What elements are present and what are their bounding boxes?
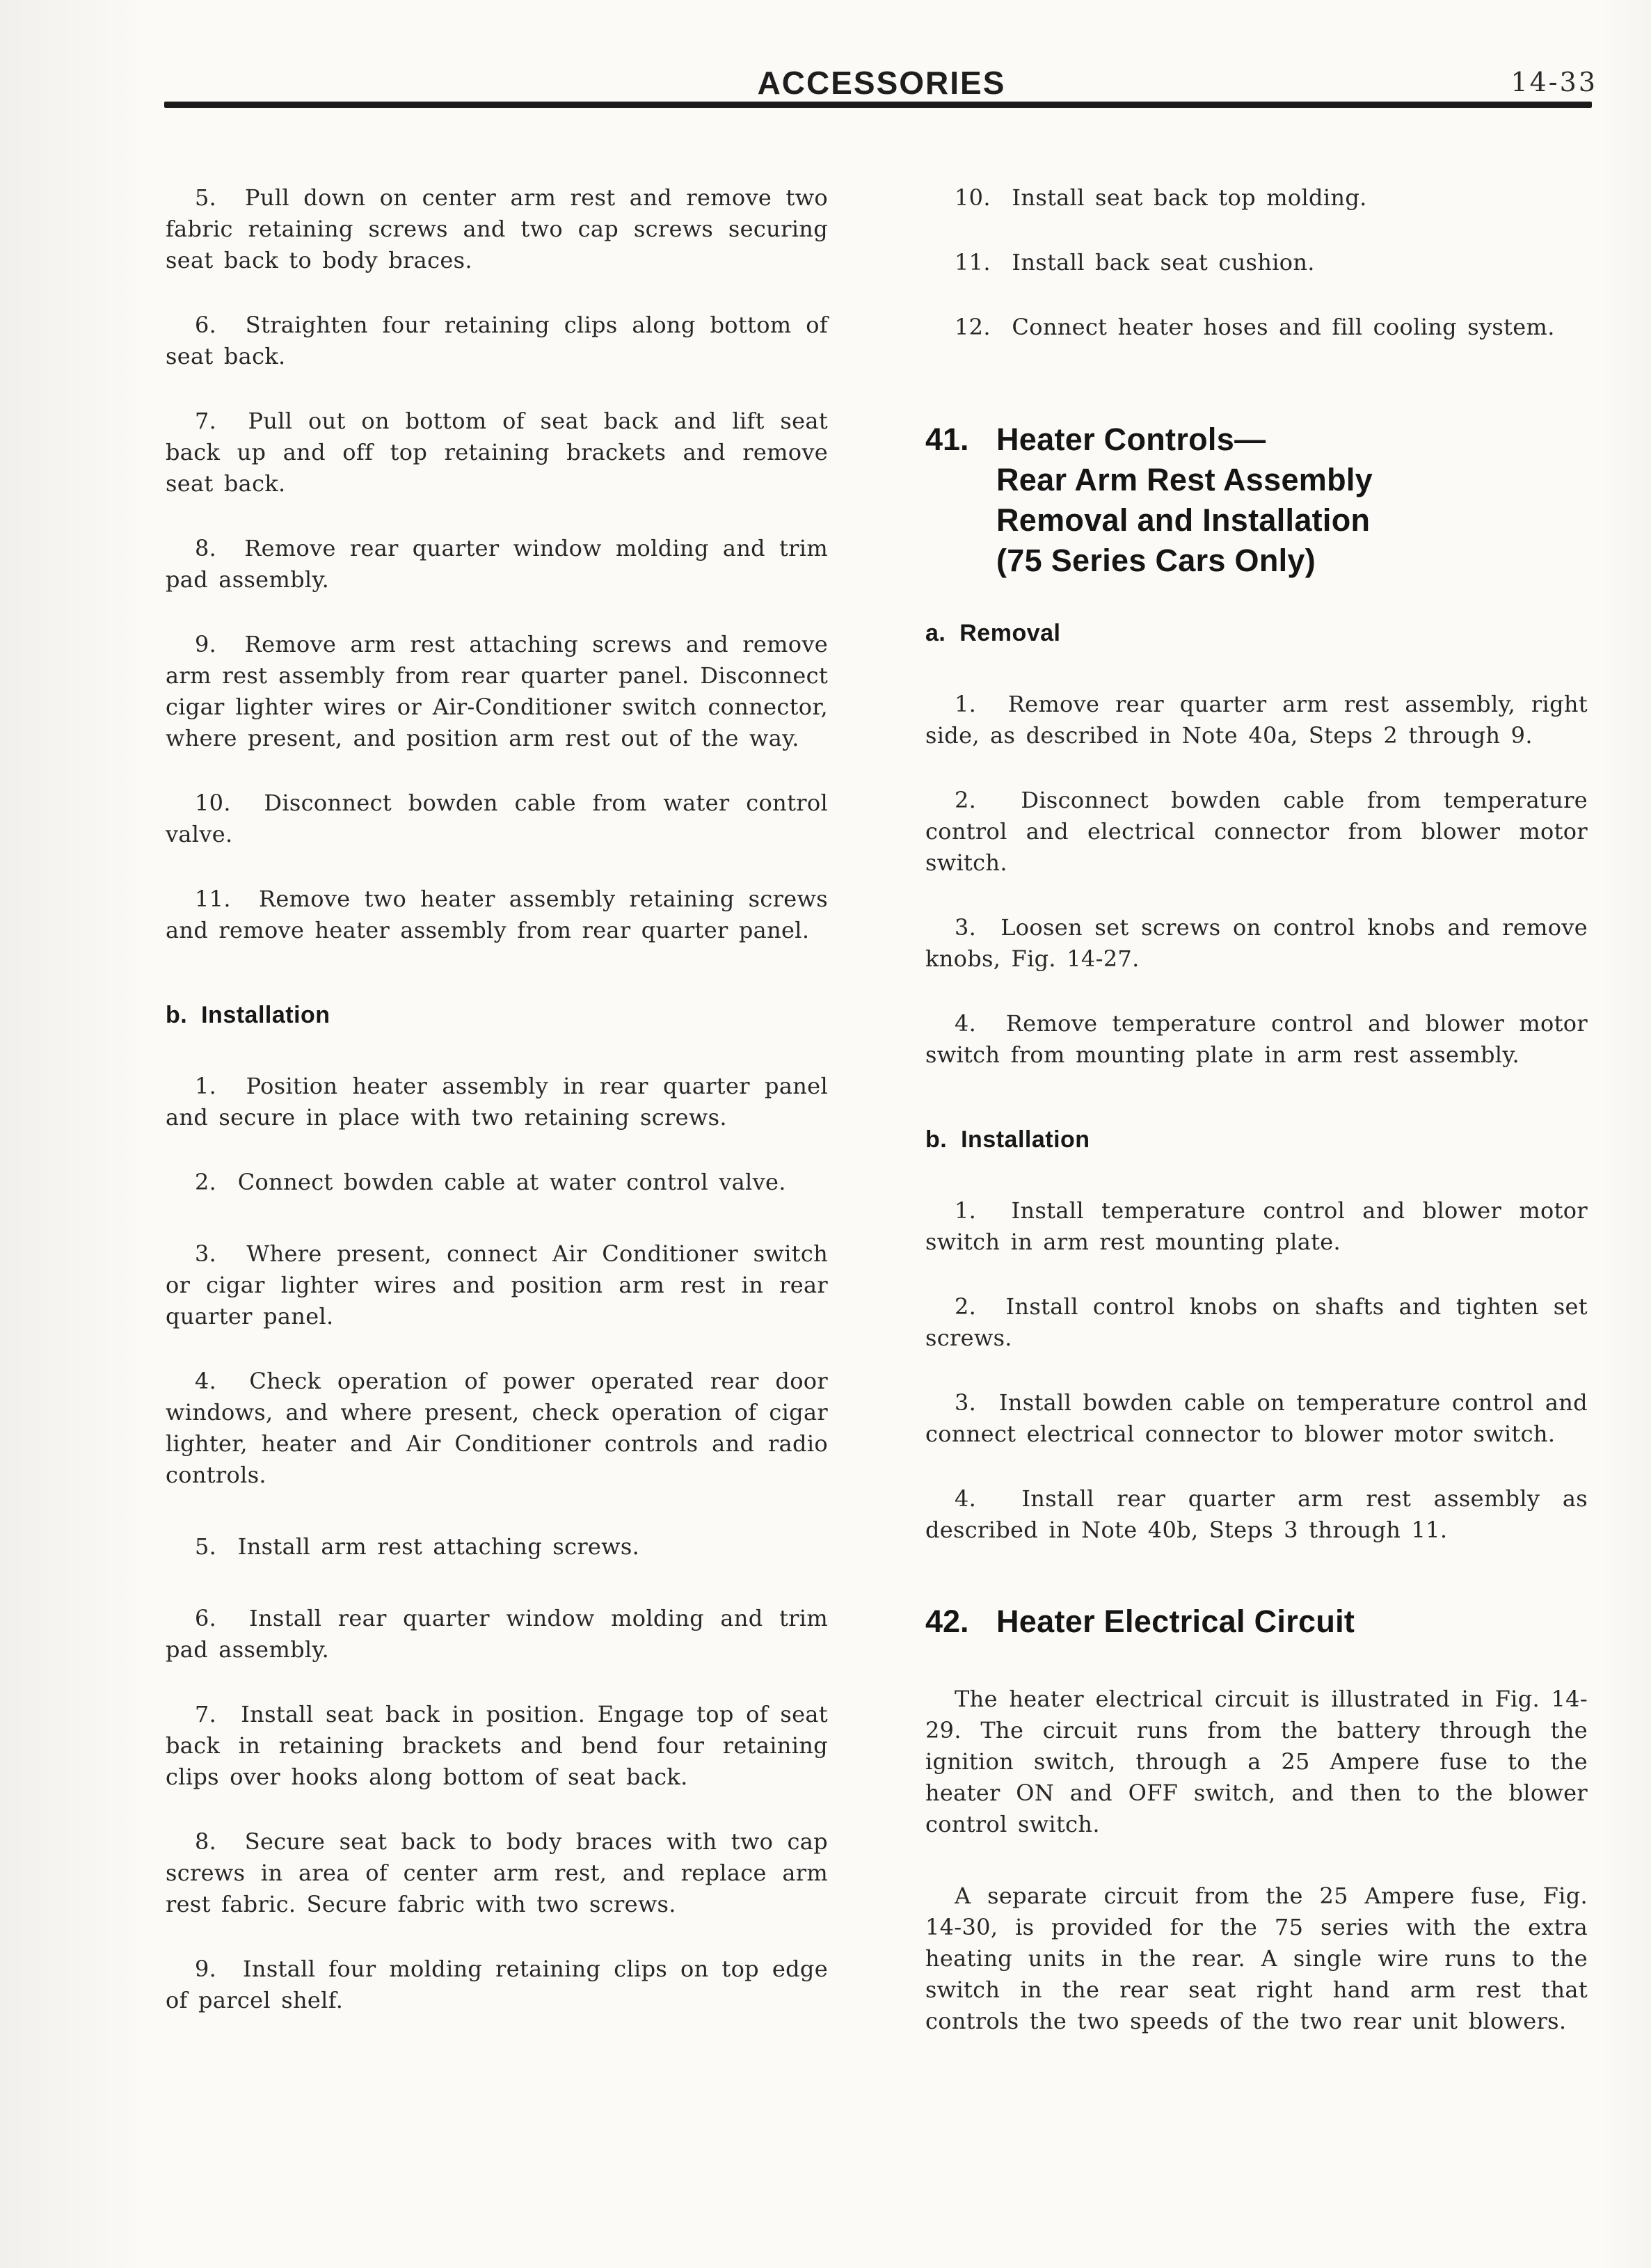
step-paragraph: 4. Check operation of power operated rear door windows, and where present, check operation of cigar lighter, heater and Air Conditioner controls and radio controls. (166, 1368, 828, 1488)
body-paragraph: The heater electrical circuit is illustrated in Fig. 14-29. The circuit runs from the battery through the ignition switch, through a 25 Ampere fuse to the heater ON and OFF switch, and then to the blower control switch. (925, 1686, 1588, 1837)
step-paragraph: 6. Straighten four retaining clips along bottom of seat back. (166, 312, 828, 369)
step-paragraph: 11. Install back seat cushion. (955, 249, 1315, 275)
step-paragraph: 1. Install temperature control and blower motor switch in arm rest mounting plate. (925, 1197, 1588, 1255)
body-paragraph: A separate circuit from the 25 Ampere fuse, Fig. 14-30, is provided for the 75 series with the extra heating units in the rear. A single wire runs to the switch in the rear seat right hand arm rest that controls the two speeds of the two rear unit blowers. (925, 1883, 1588, 2034)
section-42-number: 42. (925, 1604, 969, 1639)
step-paragraph: 3. Where present, connect Air Conditioner switch or cigar lighter wires and position arm rest in rear quarter panel. (166, 1240, 828, 1329)
section-41-title (996, 420, 1373, 581)
step-paragraph: 5. Pull down on center arm rest and remove two fabric retaining screws and two cap screws securing seat back to body braces. (166, 184, 828, 273)
step-paragraph: 10. Disconnect bowden cable from water control valve. (166, 790, 828, 847)
step-paragraph: 4. Remove temperature control and blower motor switch from mounting plate in arm rest assembly. (925, 1010, 1588, 1068)
two-column-layout (166, 182, 1588, 2037)
step-paragraph: 6. Install rear quarter window molding and trim pad assembly. (166, 1605, 828, 1663)
step-paragraph: 12. Connect heater hoses and fill cooling system. (955, 314, 1555, 340)
section-42-title: Heater Electrical Circuit (996, 1604, 1355, 1639)
step-paragraph: 7. Pull out on bottom of seat back and lift seat back up and off top retaining brackets and remove seat back. (166, 408, 828, 497)
step-paragraph: 3. Loosen set screws on control knobs and remove knobs, Fig. 14-27. (925, 914, 1588, 972)
step-paragraph: 4. Install rear quarter arm rest assembly as described in Note 40b, Steps 3 through 11. (925, 1485, 1588, 1543)
step-paragraph: 8. Remove rear quarter window molding and trim pad assembly. (166, 535, 828, 593)
section-41-title-line: Rear Arm Rest Assembly (996, 462, 1373, 497)
page-header (166, 64, 1597, 100)
right-column (925, 182, 1588, 2037)
step-paragraph: 2. Install control knobs on shafts and tighten set screws. (925, 1293, 1588, 1351)
page-number: 14-33 (1510, 67, 1597, 97)
left-column (166, 182, 828, 2037)
removal-subheading: a. Removal (925, 620, 1061, 646)
page-title: ACCESSORIES (757, 65, 1006, 101)
step-paragraph: 10. Install seat back top molding. (955, 184, 1367, 211)
step-paragraph: 1. Remove rear quarter arm rest assembly, right side, as described in Note 40a, Steps 2 through 9. (925, 691, 1588, 749)
step-paragraph: 1. Position heater assembly in rear quarter panel and secure in place with two retaining screws. (166, 1073, 828, 1131)
header-rule (164, 102, 1592, 108)
step-paragraph: 9. Remove arm rest attaching screws and remove arm rest assembly from rear quarter panel. Disconnect cigar lighter wires or Air-Conditioner switch connector, where present, and position arm rest out of the way. (166, 631, 828, 751)
section-41-number: 41. (925, 422, 969, 457)
step-paragraph: 3. Install bowden cable on temperature control and connect electrical connector to blower motor switch. (925, 1389, 1588, 1447)
step-paragraph: 11. Remove two heater assembly retaining screws and remove heater assembly from rear quarter panel. (166, 886, 828, 943)
step-paragraph: 2. Disconnect bowden cable from temperature control and electrical connector from blower motor switch. (925, 787, 1588, 876)
section-41-title-line: (75 Series Cars Only) (996, 543, 1316, 578)
step-paragraph: 8. Secure seat back to body braces with two cap screws in area of center arm rest, and replace arm rest fabric. Secure fabric with two screws. (166, 1828, 828, 1917)
installation-subheading: b. Installation (166, 1002, 330, 1028)
step-paragraph: 5. Install arm rest attaching screws. (195, 1533, 640, 1560)
step-paragraph: 2. Connect bowden cable at water control valve. (195, 1169, 786, 1195)
section-41-title-line: Removal and Installation (996, 502, 1371, 538)
section-41-heading (925, 420, 1588, 581)
section-41-title-line: Heater Controls— (996, 422, 1266, 457)
installation-subheading: b. Installation (925, 1126, 1090, 1153)
section-42-heading (925, 1602, 1588, 1642)
step-paragraph: 9. Install four molding retaining clips on top edge of parcel shelf. (166, 1956, 828, 2013)
step-paragraph: 7. Install seat back in position. Engage top of seat back in retaining brackets and bend four retaining clips over hooks along bottom of seat back. (166, 1701, 828, 1790)
